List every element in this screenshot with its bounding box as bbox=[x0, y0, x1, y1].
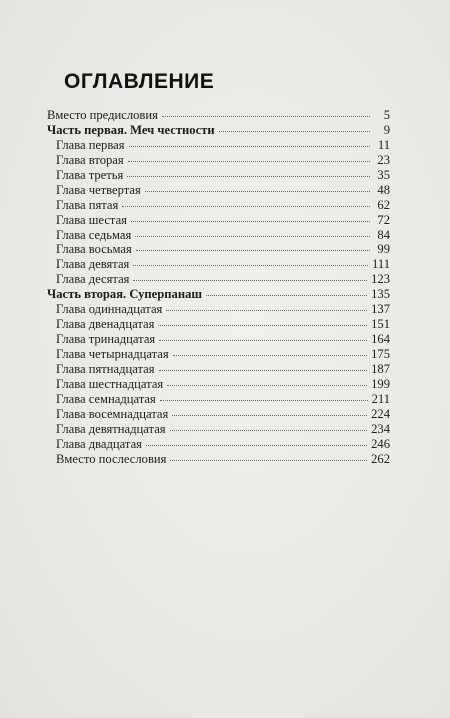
toc-page-number: 164 bbox=[371, 332, 390, 347]
dot-leader bbox=[133, 264, 368, 266]
toc-entry-title: Глава тринадцатая bbox=[56, 332, 156, 347]
toc-page-number: 224 bbox=[371, 406, 390, 421]
toc-entry bbox=[47, 138, 390, 153]
toc-entry-title: Глава четырнадцатая bbox=[56, 347, 169, 361]
toc-entry bbox=[47, 272, 390, 287]
toc-page-number: 5 bbox=[383, 108, 390, 122]
dot-leader bbox=[145, 190, 370, 192]
toc-entry bbox=[47, 242, 390, 257]
dot-leader bbox=[128, 160, 370, 162]
toc-part-entry bbox=[47, 123, 390, 138]
toc-entry-title: Глава пятая bbox=[56, 197, 119, 212]
dot-leader bbox=[146, 444, 367, 446]
toc-page-number: 48 bbox=[377, 182, 390, 197]
dot-leader bbox=[159, 339, 367, 341]
dot-leader bbox=[129, 145, 370, 147]
dot-leader bbox=[172, 414, 367, 416]
toc-entry bbox=[47, 317, 390, 332]
toc-entry bbox=[47, 362, 390, 377]
toc-entry-title: Глава пятнадцатая bbox=[56, 361, 155, 376]
toc-page-number: 62 bbox=[377, 197, 390, 212]
toc-page-number: 9 bbox=[383, 122, 390, 137]
toc-entry bbox=[47, 422, 390, 437]
dot-leader bbox=[131, 220, 370, 222]
toc-entry bbox=[47, 302, 390, 317]
toc-entry-title: Глава первая bbox=[56, 137, 125, 152]
page-title: ОГЛАВЛЕНИЕ bbox=[64, 70, 215, 93]
toc-entry-title: Глава двенадцатая bbox=[56, 317, 155, 332]
toc-entry bbox=[47, 347, 390, 362]
toc-entry-title: Глава вторая bbox=[56, 152, 124, 167]
dot-leader bbox=[158, 324, 367, 326]
toc-entry bbox=[47, 392, 390, 407]
dot-leader bbox=[133, 279, 367, 281]
dot-leader bbox=[219, 130, 370, 132]
toc-entry bbox=[47, 213, 390, 228]
dot-leader bbox=[159, 369, 368, 371]
dot-leader bbox=[173, 354, 367, 356]
toc-entry bbox=[47, 168, 390, 183]
toc-page-number: 137 bbox=[371, 302, 390, 317]
toc-page-number: 99 bbox=[377, 242, 390, 257]
toc-entry-title: Глава семнадцатая bbox=[56, 391, 156, 406]
dot-leader bbox=[127, 175, 370, 177]
table-of-contents bbox=[47, 108, 390, 467]
toc-entry-title: Часть вторая. Суперпанаш bbox=[47, 287, 203, 302]
dot-leader bbox=[136, 249, 370, 251]
dot-leader bbox=[167, 384, 367, 386]
dot-leader bbox=[162, 115, 370, 117]
toc-entry bbox=[47, 183, 390, 198]
toc-entry-title: Глава седьмая bbox=[56, 227, 132, 242]
toc-entry-title: Вместо послесловия bbox=[56, 451, 167, 466]
toc-page-number: 11 bbox=[377, 137, 390, 152]
toc-entry-title: Глава шестая bbox=[56, 212, 127, 227]
toc-entry bbox=[47, 228, 390, 243]
toc-entry-title: Глава одиннадцатая bbox=[56, 302, 163, 317]
toc-entry bbox=[47, 377, 390, 392]
toc-part-entry bbox=[47, 287, 390, 302]
toc-entry bbox=[47, 257, 390, 272]
toc-entry-title: Глава девятнадцатая bbox=[56, 421, 166, 436]
toc-page-number: 111 bbox=[372, 257, 390, 272]
toc-entry-title: Глава девятая bbox=[56, 257, 130, 272]
toc-entry-title: Глава двадцатая bbox=[56, 436, 142, 451]
toc-entry bbox=[47, 153, 390, 168]
toc-entry-title: Глава четвертая bbox=[56, 182, 141, 197]
dot-leader bbox=[170, 429, 368, 431]
toc-page-number: 199 bbox=[371, 376, 390, 391]
toc-entry-title: Глава шестнадцатая bbox=[56, 376, 164, 391]
toc-page-number: 84 bbox=[377, 227, 390, 242]
toc-page-number: 135 bbox=[371, 287, 390, 302]
dot-leader bbox=[166, 309, 367, 311]
toc-entry-title: Вместо предисловия bbox=[47, 108, 158, 122]
dot-leader bbox=[170, 459, 367, 461]
toc-page-number: 187 bbox=[371, 361, 390, 376]
toc-entry bbox=[47, 407, 390, 422]
toc-entry-title: Глава восемнадцатая bbox=[56, 406, 169, 421]
toc-page-number: 175 bbox=[371, 347, 390, 361]
toc-entry-title: Глава третья bbox=[56, 167, 124, 182]
toc-entry bbox=[47, 108, 390, 123]
toc-entry bbox=[47, 332, 390, 347]
toc-page-number: 72 bbox=[377, 212, 390, 227]
toc-entry-title: Часть первая. Меч честности bbox=[47, 122, 215, 137]
toc-page-number: 35 bbox=[377, 167, 390, 182]
toc-page-number: 23 bbox=[377, 152, 390, 167]
toc-page-number: 234 bbox=[371, 421, 390, 436]
toc-page-number: 211 bbox=[371, 391, 390, 406]
toc-page-number: 123 bbox=[371, 272, 390, 287]
toc-page-number: 262 bbox=[371, 451, 390, 466]
toc-page-number: 151 bbox=[371, 317, 390, 332]
dot-leader bbox=[122, 205, 370, 207]
toc-page-number: 246 bbox=[371, 436, 390, 451]
toc-entry bbox=[47, 452, 390, 467]
toc-entry bbox=[47, 198, 390, 213]
dot-leader bbox=[206, 294, 367, 296]
dot-leader bbox=[160, 399, 368, 401]
toc-entry-title: Глава десятая bbox=[56, 272, 130, 287]
dot-leader bbox=[135, 235, 370, 237]
toc-entry bbox=[47, 437, 390, 452]
toc-entry-title: Глава восьмая bbox=[56, 242, 132, 257]
